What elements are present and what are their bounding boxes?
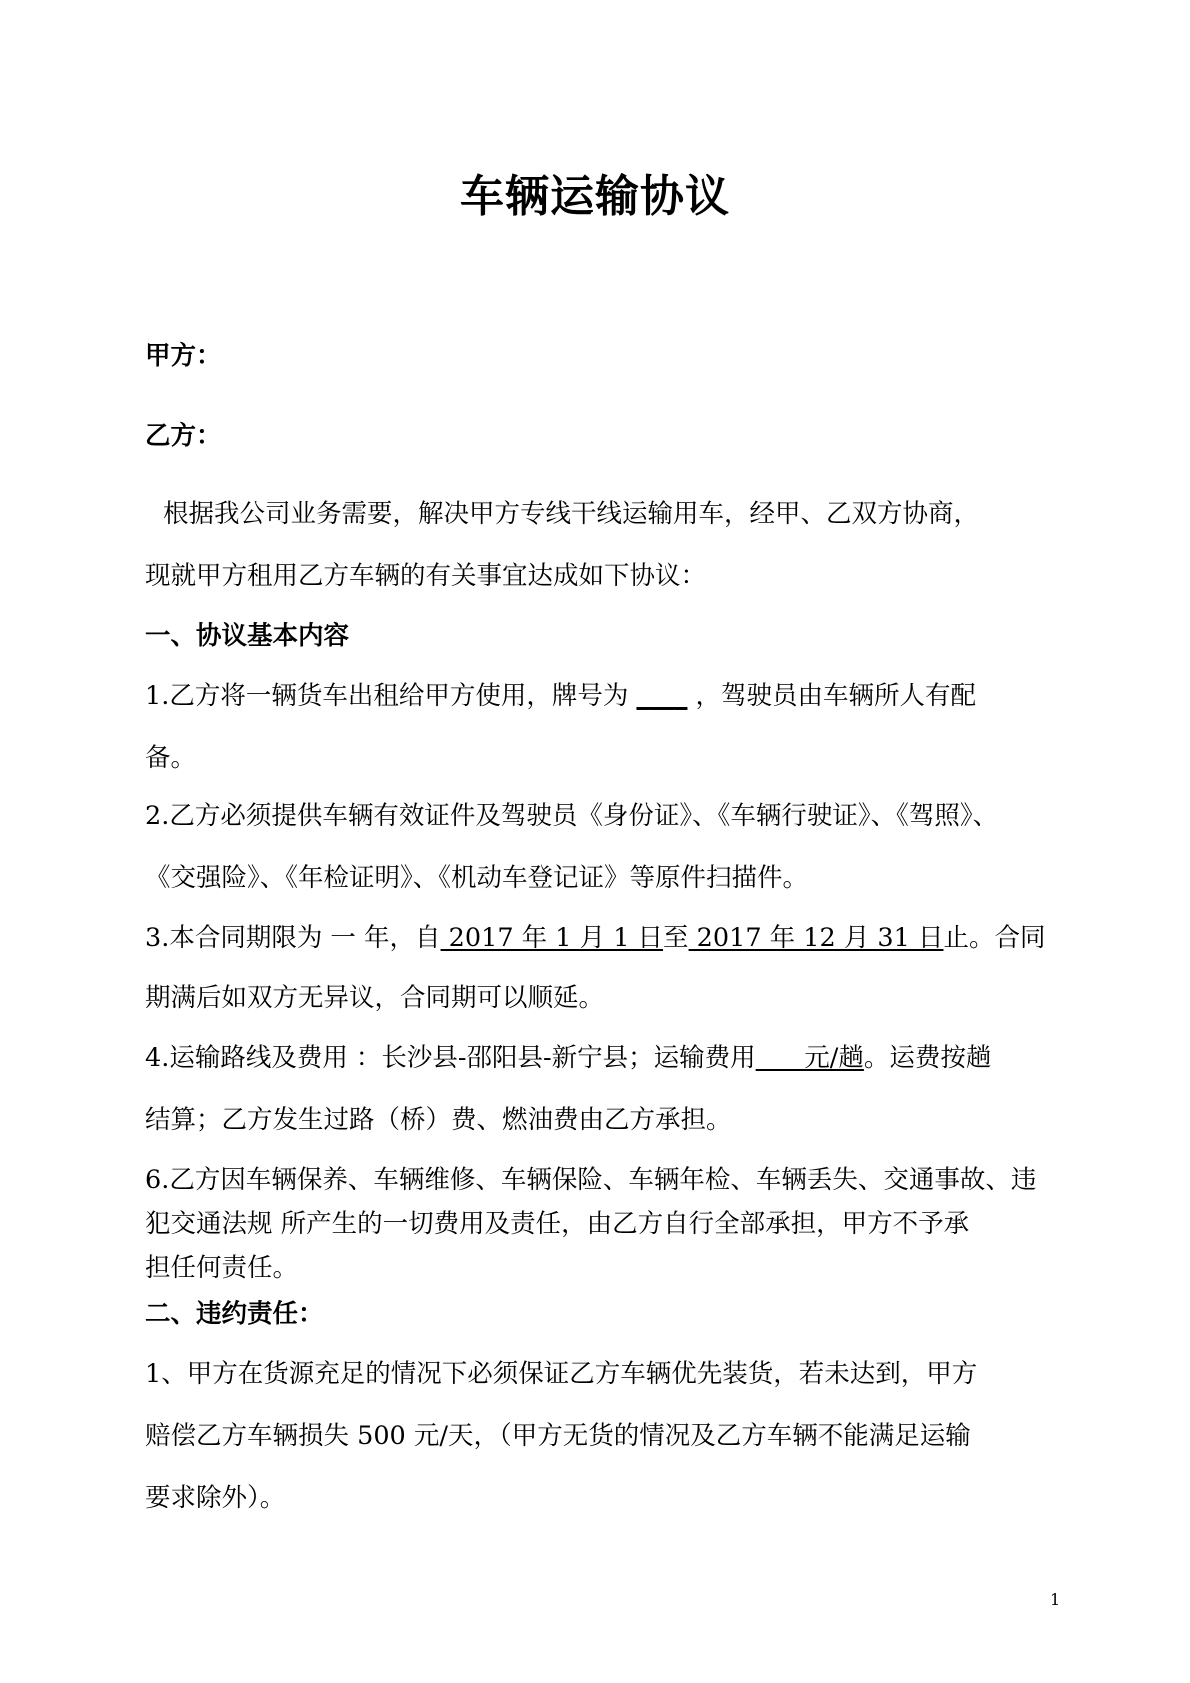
clause-3-line-1 — [145, 922, 1046, 954]
section-2-heading: 二、违约责任： — [145, 1299, 324, 1329]
clause-2-line-2: 《交强险》、《年检证明》、《机动车登记证》等原件扫描件。 — [145, 863, 809, 893]
clause-3-line-2: 期满后如双方无异议，合同期可以顺延。 — [145, 983, 605, 1013]
breach-1-line-1: 1、甲方在货源充足的情况下必须保证乙方车辆优先装货，若未达到，甲方 — [145, 1359, 978, 1389]
clause-4-line-1 — [145, 1042, 991, 1074]
clause-1-text-b: ，驾驶员由车辆所人有配 — [687, 681, 977, 711]
party-b-label: 乙方： — [145, 421, 222, 451]
clause-4-text-b: 。运费按趟 — [863, 1043, 992, 1073]
intro-line-1: 根据我公司业务需要，解决甲方专线干线运输用车，经甲、乙双方协商， — [163, 499, 980, 529]
clause-1-line-2: 备。 — [145, 743, 197, 773]
party-a-label: 甲方： — [145, 341, 222, 371]
document-title: 车辆运输协议 — [460, 171, 730, 222]
clause-4-line-2: 结算；乙方发生过路（桥）费、燃油费由乙方承担。 — [145, 1105, 732, 1135]
clause-6-line-2: 犯交通法规 所产生的一切费用及责任，由乙方自行全部承担，甲方不予承 — [145, 1209, 970, 1239]
contract-end-date: 2017 年 12 月 31 日 — [688, 923, 944, 953]
clause-4-text-a: 4.运输路线及费用 ：长沙县-邵阳县-新宁县；运输费用 — [145, 1043, 756, 1073]
clause-3-text-a: 3.本合同期限为 一 年，自 — [145, 923, 441, 953]
page-number: 1 — [1050, 1590, 1061, 1609]
clause-1-text-a: 1.乙方将一辆货车出租给甲方使用，牌号为 — [145, 681, 637, 711]
clause-3-text-b: 止。合同 — [943, 923, 1046, 953]
clause-6-line-1: 6.乙方因车辆保养、车辆维修、车辆保险、车辆年检、车辆丢失、交通事故、违 — [145, 1165, 1037, 1195]
clause-1-line-1 — [145, 680, 976, 712]
breach-1-line-3: 要求除外）。 — [145, 1483, 286, 1513]
contract-start-date: 2017 年 1 月 1 日 — [440, 923, 664, 953]
breach-1-line-2: 赔偿乙方车辆损失 500 元/天，（甲方无货的情况及乙方车辆不能满足运输 — [145, 1421, 971, 1451]
clause-3-text-mid: 至 — [663, 923, 689, 953]
transport-fee-blank: 元/趟 — [755, 1043, 864, 1073]
clause-2-line-1: 2.乙方必须提供车辆有效证件及驾驶员《身份证》、《车辆行驶证》、《驾照》、 — [145, 801, 999, 831]
intro-line-2: 现就甲方租用乙方车辆的有关事宜达成如下协议： — [145, 561, 707, 591]
clause-6-line-3: 担任何责任。 — [145, 1253, 299, 1283]
section-1-heading: 一、协议基本内容 — [145, 621, 350, 651]
plate-number-blank: ____ — [636, 681, 688, 711]
